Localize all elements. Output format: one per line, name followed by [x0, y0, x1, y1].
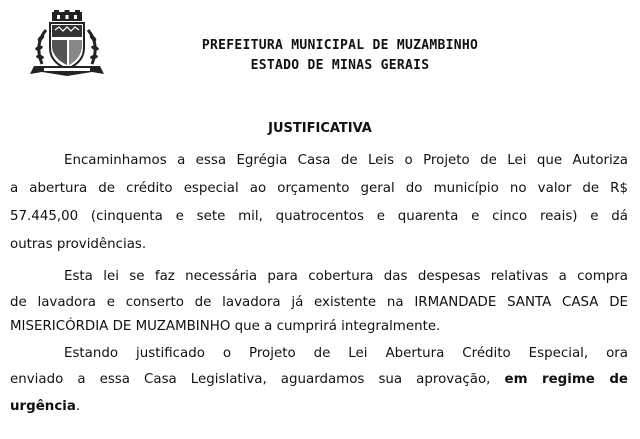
paragraph2-line2: de lavadora e conserto de lavadora já existente na IRMANDADE SANTA CASA DE	[10, 295, 628, 310]
paragraph1-line1: Encaminhamos a essa Egrégia Casa de Leis o Projeto de Lei que Autoriza	[64, 153, 628, 168]
municipal-coat-of-arms-icon	[28, 10, 106, 80]
paragraph1-line3: 57.445,00 (cinquenta e sete mil, quatrocentos e quarenta e cinco reais) e dá	[10, 209, 628, 224]
urgency-word-bold: urgência	[10, 399, 76, 414]
paragraph3-line2-text: enviado a essa Casa Legislativa, aguardamos sua aprovação,	[10, 372, 491, 387]
paragraph1-line2: a abertura de crédito especial ao orçamento geral do município no valor de R$	[10, 181, 628, 196]
paragraph3-line1: Estando justificado o Projeto de Lei Abertura Crédito Especial, ora	[64, 346, 628, 361]
paragraph3-line2	[10, 371, 628, 389]
urgency-phrase-bold: em regime de	[504, 372, 628, 387]
document-title: JUSTIFICATIVA	[268, 121, 372, 136]
paragraph1-line4: outras providências.	[10, 237, 147, 252]
header-title-line1: PREFEITURA MUNICIPAL DE MUZAMBINHO	[201, 38, 479, 53]
paragraph3-line3	[10, 398, 80, 416]
paragraph2-line3: MISERICÓRDIA DE MUZAMBINHO que a cumprirá integralmente.	[10, 319, 441, 334]
header-title-line2: ESTADO DE MINAS GERAIS	[250, 58, 430, 73]
paragraph3-line3-end: .	[75, 399, 81, 414]
paragraph2-line1: Esta lei se faz necessária para cobertura das despesas relativas a compra	[64, 269, 628, 284]
